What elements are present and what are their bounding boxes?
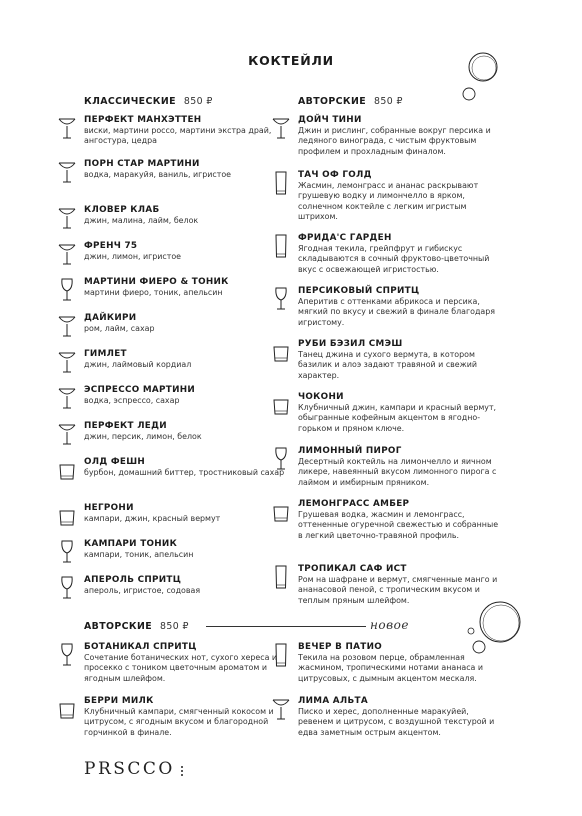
menu-item-name: КЛОВЕР КЛАБ: [84, 205, 160, 215]
menu-item-description: джин, лимон, игристое: [84, 252, 182, 261]
menu-item-name: ТАЧ ОФ ГОЛД: [298, 170, 372, 180]
rocks-glass-icon: [57, 457, 77, 483]
menu-item-name: ПЕРСИКОВЫЙ СПРИТЦ: [298, 286, 420, 296]
menu-item-name: КАМПАРИ ТОНИК: [84, 539, 178, 549]
highball-glass-icon: [271, 170, 291, 196]
menu-item: [84, 241, 289, 262]
menu-item: [84, 349, 289, 370]
menu-item-description: Жасмин, лемонграсс и ананас раскрывают грушевую водку и лимончелло в ярком, солнечном коктейле с легким игристым штрихом.: [298, 181, 479, 222]
menu-item: [84, 313, 289, 334]
menu-item: [298, 286, 503, 328]
menu-item: [298, 115, 503, 157]
menu-item-name: ОЛД ФЕШН: [84, 457, 146, 467]
menu-item-name: ТРОПИКАЛ САФ ИСТ: [298, 564, 407, 574]
menu-item: [298, 696, 503, 738]
coupe-glass-icon: [57, 159, 77, 185]
section-title: АВТОРСКИЕ: [84, 621, 153, 632]
menu-item-name: МАРТИНИ ФИЕРО & ТОНИК: [84, 277, 229, 287]
menu-item-description: Писко и херес, дополненные маракуйей, ревенем и цитрусом, с воздушной текстурой и едва заметным острым акцентом.: [298, 707, 495, 737]
coupe-glass-icon: [57, 241, 77, 267]
brand-logo: PRSCCO: [84, 759, 175, 779]
menu-item-name: ЛИМА АЛЬТА: [298, 696, 368, 706]
section-title: КЛАССИЧЕСКИЕ: [84, 96, 176, 107]
menu-item-description: Сочетание ботанических нот, сухого хереса и просекко с тоником цветочным ароматом и ягодным шлейфом.: [84, 653, 278, 683]
menu-item-description: Десертный коктейль на лимончелло и яичном ликере, навеянный вкусом лимонного пирога с лаймом и имбирным пряником.: [298, 457, 497, 487]
menu-item: [84, 457, 289, 478]
section-price: 850 ₽: [183, 96, 213, 107]
coupe-glass-icon: [57, 313, 77, 339]
menu-item-name: ПЕРФЕКТ ЛЕДИ: [84, 421, 167, 431]
section-header-new-signature: [84, 621, 189, 632]
menu-item: [84, 159, 289, 180]
section-title: АВТОРСКИЕ: [298, 96, 367, 107]
menu-item-name: ГИМЛЕТ: [84, 349, 127, 359]
menu-item: [298, 170, 503, 223]
menu-item-description: виски, мартини россо, мартини экстра драй, ангостура, цедра: [84, 126, 272, 146]
highball-glass-icon: [271, 642, 291, 668]
menu-item-name: ДАЙКИРИ: [84, 313, 137, 323]
menu-item-description: Джин и рислинг, собранные вокруг персика и ледяного винограда, с чистым фруктовым профилем и прохладным финалом.: [298, 126, 491, 156]
menu-item-description: Клубничный кампари, смягченный кокосом и цитрусом, с ягодным вкусом и благородной горчинкой в финале.: [84, 707, 274, 737]
highball-glass-icon: [271, 233, 291, 259]
coupe-glass-icon: [57, 349, 77, 375]
menu-item-name: ФРЕНЧ 75: [84, 241, 138, 251]
menu-item-description: водка, эспрессо, сахар: [84, 396, 180, 405]
menu-item: [84, 115, 289, 147]
rocks-glass-icon: [271, 339, 291, 365]
brand-dots-icon: [180, 765, 184, 777]
rocks-glass-icon: [57, 503, 77, 529]
menu-item: [298, 392, 503, 434]
menu-item: [84, 539, 289, 560]
rocks-glass-icon: [271, 392, 291, 418]
menu-item-description: джин, лаймовый кордиал: [84, 360, 192, 369]
coupe-glass-icon: [271, 115, 291, 141]
menu-item-description: бурбон, домашний биттер, тростниковый сахар: [84, 468, 285, 477]
page-title: КОКТЕЙЛИ: [248, 53, 334, 68]
menu-item-description: Текила на розовом перце, обрамленная жасмином, тропическими нотами ананаса и цитрусовых, с дымным акцентом мескаля.: [298, 653, 484, 683]
highball-glass-icon: [271, 564, 291, 590]
menu-item: [84, 503, 289, 524]
section-price: 850 ₽: [374, 96, 403, 107]
menu-item: [84, 385, 289, 406]
menu-item-description: ром, лайм, сахар: [84, 324, 155, 333]
coupe-glass-icon: [271, 696, 291, 722]
menu-item: [84, 575, 289, 596]
menu-item-description: мартини фиеро, тоник, апельсин: [84, 288, 223, 297]
menu-item-description: Ягодная текила, грейпфрут и гибискус складываются в сочный фруктово-цветочный вкус с освежающей игристостью.: [298, 244, 490, 274]
menu-item: [298, 564, 503, 606]
menu-item-name: ПЕРФЕКТ МАНХЭТТЕН: [84, 115, 202, 125]
menu-item-name: БОТАНИКАЛ СПРИТЦ: [84, 642, 197, 652]
menu-item-name: АПЕРОЛЬ СПРИТЦ: [84, 575, 182, 585]
menu-item-name: ЛЕМОНГРАСС АМБЕР: [298, 499, 410, 509]
menu-item-name: ВЕЧЕР В ПАТИО: [298, 642, 383, 652]
wine-glass-icon: [57, 539, 77, 565]
menu-item-name: ДОЙЧ ТИНИ: [298, 115, 362, 125]
menu-item: [298, 642, 503, 684]
menu-item-name: ФРИДА'С ГАРДЕН: [298, 233, 392, 243]
menu-item-description: кампари, джин, красный вермут: [84, 514, 221, 523]
menu-item-description: кампари, тоник, апельсин: [84, 550, 194, 559]
menu-item-description: Грушевая водка, жасмин и лемонграсс, оттененные огуречной свежестью и собранные в легкий цветочно-травяной профиль.: [298, 510, 499, 540]
menu-item-description: Клубничный джин, кампари и красный вермут, обыгранные кофейным акцентом в ягодно-горьком и пряном ключе.: [298, 403, 497, 433]
coupe-glass-icon: [57, 385, 77, 411]
menu-item-description: Ром на шафране и вермут, смягченные манго и ананасовой пеной, с тропическим вкусом и теплым пряным шлейфом.: [298, 575, 498, 605]
menu-item: [298, 233, 503, 275]
menu-item: [84, 205, 289, 226]
menu-item-description: Танец джина и сухого вермута, в котором базилик и алоэ задают травяной и свежий характер.: [298, 350, 478, 380]
menu-item-name: НЕГРОНИ: [84, 503, 134, 513]
menu-item-name: ЧОКОНИ: [298, 392, 344, 402]
menu-item-name: БЕРРИ МИЛК: [84, 696, 154, 706]
section-header-classic: [84, 96, 213, 107]
menu-item: [84, 421, 289, 442]
menu-item-description: джин, персик, лимон, белок: [84, 432, 202, 441]
wine-glass-icon: [271, 446, 291, 472]
menu-item-name: ПОРН СТАР МАРТИНИ: [84, 159, 200, 169]
menu-item-name: РУБИ БЭЗИЛ СМЭШ: [298, 339, 403, 349]
coupe-glass-icon: [57, 421, 77, 447]
menu-item-description: джин, малина, лайм, белок: [84, 216, 199, 225]
rocks-glass-icon: [271, 499, 291, 525]
menu-item-name: ЛИМОННЫЙ ПИРОГ: [298, 446, 402, 456]
wine-glass-icon: [57, 642, 77, 668]
rocks-glass-icon: [57, 696, 77, 722]
wine-glass-icon: [271, 286, 291, 312]
menu-item-description: водка, маракуйя, ваниль, игристое: [84, 170, 232, 179]
menu-item: [84, 696, 289, 738]
menu-item-name: ЭСПРЕССО МАРТИНИ: [84, 385, 196, 395]
wine-glass-icon: [57, 277, 77, 303]
section-header-signature: [298, 96, 403, 107]
wine-glass-icon: [57, 575, 77, 601]
menu-item: [298, 339, 503, 381]
menu-item: [84, 277, 289, 298]
coupe-glass-icon: [57, 115, 77, 141]
menu-item: [298, 446, 503, 488]
menu-item: [298, 499, 503, 541]
menu-item: [84, 642, 289, 684]
divider-line: [206, 626, 366, 627]
menu-item-description: апероль, игристое, содовая: [84, 586, 201, 595]
menu-item-description: Аперитив с оттенками абрикоса и персика, мягкий по вкусу и свежий в финале благодаря игристому.: [298, 297, 496, 327]
new-tag: новое: [370, 618, 409, 632]
section-price: 850 ₽: [160, 621, 189, 632]
coupe-glass-icon: [57, 205, 77, 231]
